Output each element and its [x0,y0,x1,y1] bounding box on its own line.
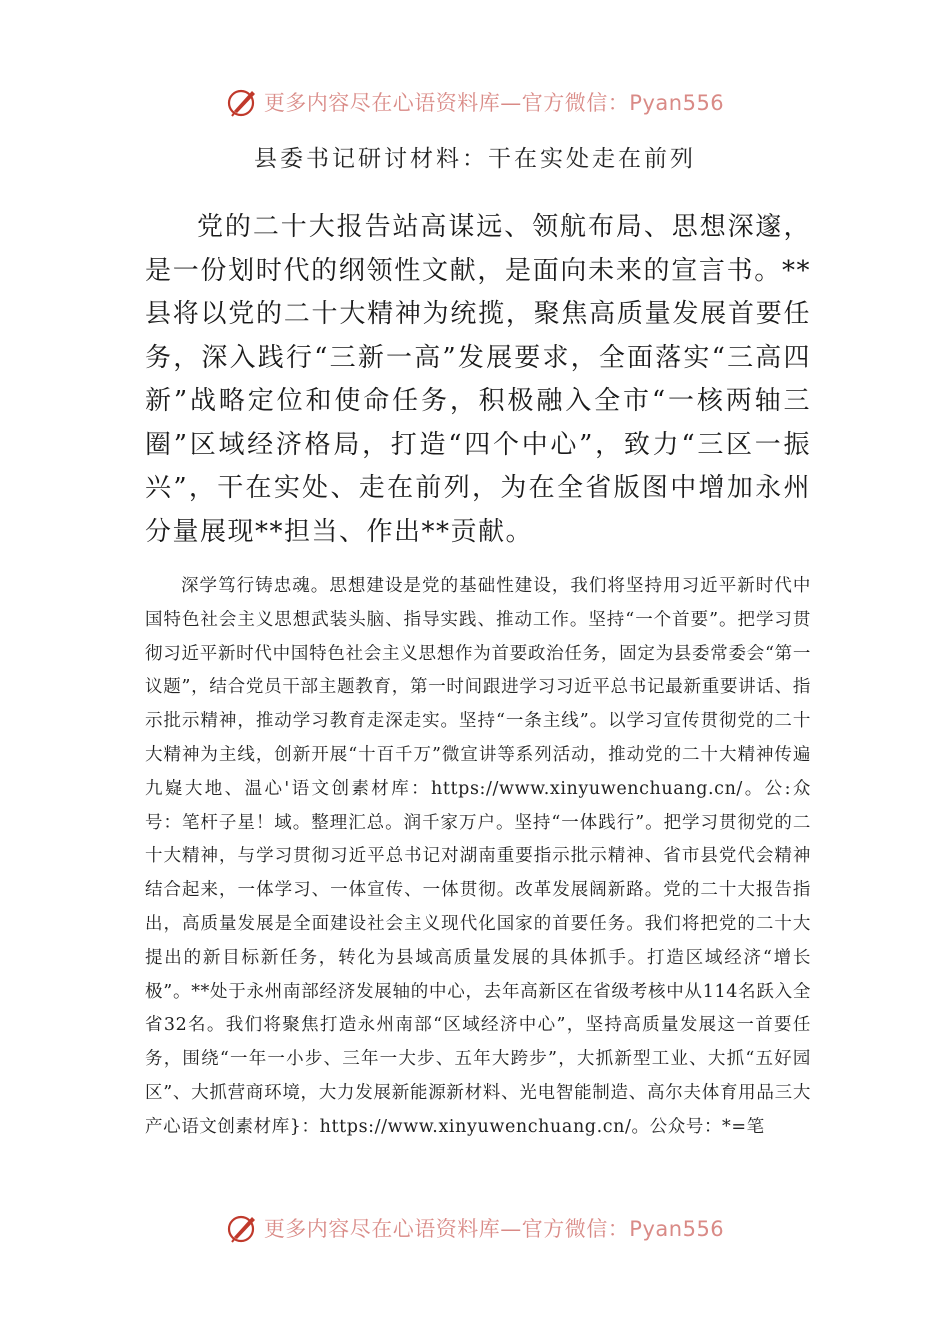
header-watermark-banner [0,82,950,122]
watermark-text: 更多内容尽在心语资料库—官方微信：Pyan556 [263,91,725,115]
intro-paragraph: 党的二十大报告站高谋远、领航布局、思想深邃，是一份划时代的纲领性文献，是面向未来的宣言书。**县将以党的二十大精神为统揽，聚焦高质量发展首要任务，深入践行“三新一高”发展要求，全面落实“三高四新”战略定位和使命任务，积极融入全市“一核两轴三圈”区域经济格局，打造“四个中心”，致力“三区一振兴”，干在实处、走在前列，为在全省版图中增加永州分量展现**担当、作出**贡献。 [145,212,811,547]
quill-pen-circle-icon [226,85,260,119]
quill-pen-circle-icon [226,1211,260,1245]
document-title: 县委书记研讨材料：干在实处走在前列 [254,146,696,172]
footer-watermark-banner [0,1208,950,1248]
watermark-text: 更多内容尽在心语资料库—官方微信：Pyan556 [263,1217,725,1241]
body-paragraph: 深学笃行铸忠魂。思想建设是党的基础性建设，我们将坚持用习近平新时代中国特色社会主义思想武装头脑、指导实践、推动工作。坚持“一个首要”。把学习贯彻习近平新时代中国特色社会主义思想作为首要政治任务，固定为县委常委会“第一议题”，结合党员干部主题教育，第一时间跟进学习习近平总书记最新重要讲话、指示批示精神，推动学习教育走深走实。坚持“一条主线”。以学习宣传贯彻党的二十大精神为主线，创新开展“十百千万”微宣讲等系列活动，推动党的二十大精神传遍九嶷大地、温心'语文创素材库：https://www.xinyuwenchuang.cn/。公:众号：笔杆子星！域。整理汇总。润千家万户。坚持“一体践行”。把学习贯彻党的二十大精神，与学习贯彻习近平总书记对湖南重要指示批示精神、省市县党代会精神结合起来，一体学习、一体宣传、一体贯彻。改革发展阔新路。党的二十大报告指出，高质量发展是全面建设社会主义现代化国家的首要任务。我们将把党的二十大提出的新目标新任务，转化为县域高质量发展的具体抓手。打造区域经济“增长极”。**处于永州南部经济发展轴的中心，去年高新区在省级考核中从114名跃入全省32名。我们将聚焦打造永州南部“区域经济中心”，坚持高质量发展这一首要任务，围绕“一年一小步、三年一大步、五年大跨步”，大抓新型工业、大抓“五好园区”、大抓营商环境，大力发展新能源新材料、光电智能制造、高尔夫体育用品三大产心语文创素材库}：https://www.xinyuwenchuang.cn/。公众号：*=笔 [145,576,811,1137]
